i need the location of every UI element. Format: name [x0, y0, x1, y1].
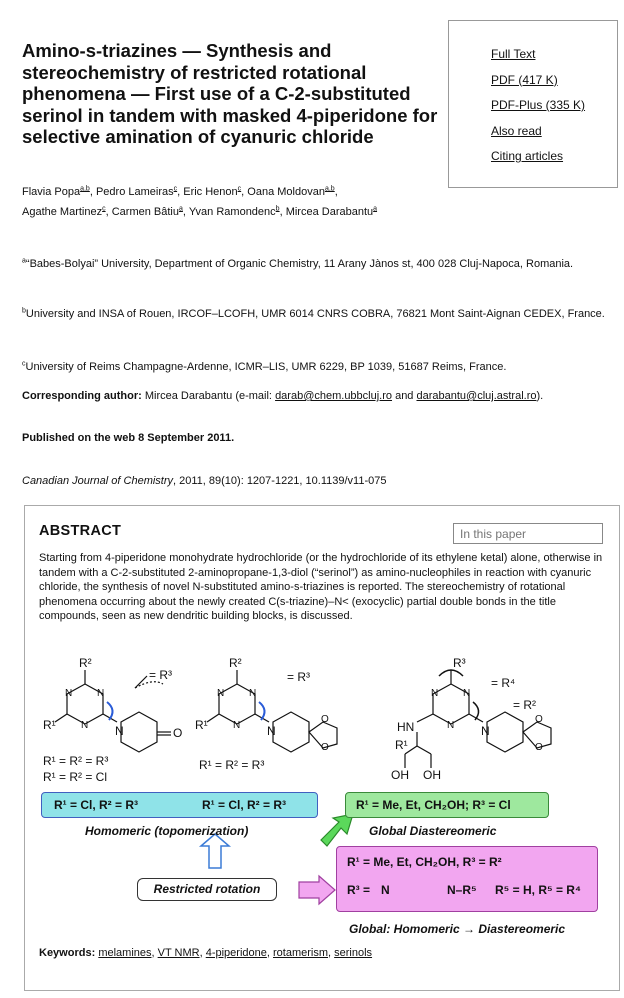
affiliation-c: $^c$University of Reims Champagne-Ardenne, ICMR–LIS, UMR 6229, BP 1039, 51687 Reims, France. — [22, 360, 507, 373]
up-arrow-icon — [201, 834, 229, 868]
email-link-1[interactable]: darab@chem.ubbcluj.ro — [275, 390, 393, 402]
keyword-link[interactable]: serinols — [334, 947, 373, 959]
label-n: N — [267, 724, 276, 738]
magenta-line1: R¹ = Me, Et, CH₂OH, R³ = R² — [347, 855, 502, 869]
label-n: N — [463, 688, 471, 699]
label-hn: HN — [397, 720, 415, 734]
label-r1-2: R¹ — [195, 718, 208, 732]
global-diastereomeric-caption: Global Diastereomeric — [369, 824, 497, 838]
article-title: Amino-s-triazines — Synthesis and stereochemistry of restricted rotational phenomena — First use of a C-2-substituted serinol in tandem with masked 4-piperidone for selective amination of cyanuric chloride — [22, 40, 438, 147]
label-n: N — [481, 724, 490, 738]
email-link-2[interactable]: darabantu@cluj.astral.ro — [416, 390, 537, 402]
condition-1b: R¹ = R² = Cl — [43, 770, 108, 784]
piperidine-ring-3 — [487, 712, 523, 752]
condition-2: R¹ = R² = R³ — [199, 758, 265, 772]
graphical-abstract — [39, 656, 611, 946]
keywords: Keywords: melamines, VT NMR, 4-piperidone, rotamerism, serinols — [39, 947, 373, 959]
magenta-n-right: N–R⁵ — [447, 883, 477, 897]
author: Flavia Popa$^{a,b}$, — [22, 185, 96, 198]
keyword-link[interactable]: melamines — [98, 947, 152, 959]
label-n: N — [115, 724, 124, 738]
also-read-link[interactable]: Also read — [491, 123, 542, 138]
author: Yvan Ramondenc$^b$, — [188, 205, 286, 218]
published-date: Published on the web 8 September 2011. — [22, 432, 235, 444]
label-o: O — [535, 714, 543, 725]
label-n: N — [233, 720, 241, 731]
affiliation-ref[interactable]: c — [102, 205, 106, 213]
full-text-link[interactable]: Full Text — [491, 47, 536, 61]
homomeric-conditions-box — [41, 792, 318, 818]
green-box-text: R¹ = Me, Et, CH₂OH; R³ = Cl — [356, 798, 511, 812]
label-r1-1: R¹ — [43, 718, 56, 732]
global-homomeric-caption: Global: Homomeric → Diastereomeric — [349, 922, 566, 936]
affiliation-ref[interactable]: a,b — [324, 185, 335, 193]
label-r3-3: R³ — [453, 656, 466, 670]
affiliation-ref[interactable]: c — [173, 185, 178, 193]
cyan-left-text: R¹ = Cl, R² = R³ — [54, 798, 139, 812]
homomeric-caption: Homomeric (topomerization) — [85, 824, 249, 838]
author: Mircea Darabantu$^a$ — [285, 205, 378, 218]
citing-articles-link[interactable]: Citing articles — [491, 149, 564, 163]
label-n: N — [81, 720, 89, 731]
affiliation-b: $^b$University and INSA of Rouen, IRCOF–LCOFH, UMR 6014 CNRS COBRA, 76821 Mont Saint-Aignan CEDEX, France. — [22, 307, 605, 320]
right-arrow-icon — [299, 876, 335, 904]
author: Agathe Martinez$^c$, — [22, 205, 112, 218]
abstract-panel — [24, 505, 620, 991]
abstract-text: Starting from 4-piperidone monohydrate hydrochloride (or the hydrochloride of its ethylene ketal) alone, otherwise in tandem with a C-2-substituted 2-aminopropane-1,3-diol (“serinol”) as amino-nucleophiles in reaction with cyanuric chloride, the synthesis of novel N-substituted amino-s-triazines is reported. The stereochemistry of rotational phenomena occurring about the newly created C(s-triazine)–N< (exocyclic) partial double bonds in the title compounds, seen as new dendritic building blocks, is discussed. — [39, 552, 603, 622]
diagonal-arrow-icon — [321, 814, 353, 846]
label-eq-r3-2: = R³ — [287, 670, 311, 684]
label-n: N — [217, 688, 225, 699]
affiliation-ref[interactable]: c — [237, 185, 242, 193]
label-oh: OH — [423, 768, 441, 782]
piperidine-ring-2 — [273, 712, 309, 752]
restricted-rotation-label: Restricted rotation — [137, 878, 277, 901]
label-n: N — [65, 688, 73, 699]
magenta-r3: R³ = — [347, 883, 371, 897]
keyword-link[interactable]: 4-piperidone — [205, 947, 267, 959]
corresponding-author: Corresponding author: Mircea Darabantu (e-mail: darab@chem.ubbcluj.ro and darabantu@cluj.astral.ro). — [22, 390, 544, 402]
label-oh: OH — [391, 768, 409, 782]
pdf-link[interactable]: PDF (417 K) — [491, 72, 558, 87]
label-o: O — [173, 726, 183, 740]
article-links-box — [448, 20, 618, 188]
label-o: O — [321, 742, 329, 753]
condition-1a: R¹ = R² = R³ — [43, 754, 109, 768]
author: Oana Moldovan$^{a,b}$, — [247, 185, 338, 198]
author: Eric Henon$^c$, — [183, 185, 248, 198]
keyword-link[interactable]: VT NMR — [157, 947, 200, 959]
magenta-n-left: N — [381, 883, 390, 897]
keyword-link[interactable]: rotamerism — [273, 947, 329, 959]
label-r1-3: R¹ — [395, 738, 408, 752]
label-o: O — [535, 742, 543, 753]
label-n: N — [431, 688, 439, 699]
label-o: O — [321, 714, 329, 725]
cyan-right-text: R¹ = Cl, R² = R³ — [202, 798, 287, 812]
label-n: N — [97, 688, 105, 699]
global-conditions-box — [336, 846, 598, 912]
label-r2-1: R² — [79, 656, 92, 670]
affiliation-a: $^a$“Babes-Bolyai” University, Department of Organic Chemistry, 11 Arany Jànos st, 400 028 Cluj-Napoca, Romania. — [22, 257, 574, 270]
author-list — [22, 182, 422, 222]
label-n: N — [249, 688, 257, 699]
affiliation-ref[interactable]: a — [373, 205, 378, 213]
label-eq-r4: = R⁴ — [491, 676, 516, 690]
affiliation-ref[interactable]: a,b — [80, 185, 90, 193]
author: Carmen Bâtiu$^a$, — [111, 205, 189, 218]
label-eq-r3-1: = R³ — [149, 668, 173, 682]
affiliation-ref[interactable]: a — [179, 205, 183, 213]
pdf-plus-link[interactable]: PDF-Plus (335 K) — [491, 98, 586, 112]
abstract-heading: ABSTRACT — [39, 523, 122, 539]
diastereomeric-conditions-box — [345, 792, 549, 818]
label-n: N — [447, 720, 455, 731]
in-this-paper-search-input[interactable] — [453, 523, 603, 544]
magenta-r5: R⁵ = H, R⁵ = R⁴ — [495, 883, 581, 897]
label-eq-r2: = R² — [513, 698, 537, 712]
piperidone-ring — [121, 712, 157, 752]
label-r2-2: R² — [229, 656, 242, 670]
citation: Canadian Journal of Chemistry, 2011, 89(10): 1207-1221, 10.1139/v11-075 — [22, 475, 387, 487]
author: Pedro Lameiras$^c$, — [95, 185, 184, 198]
affiliation-ref[interactable]: b — [275, 205, 280, 213]
